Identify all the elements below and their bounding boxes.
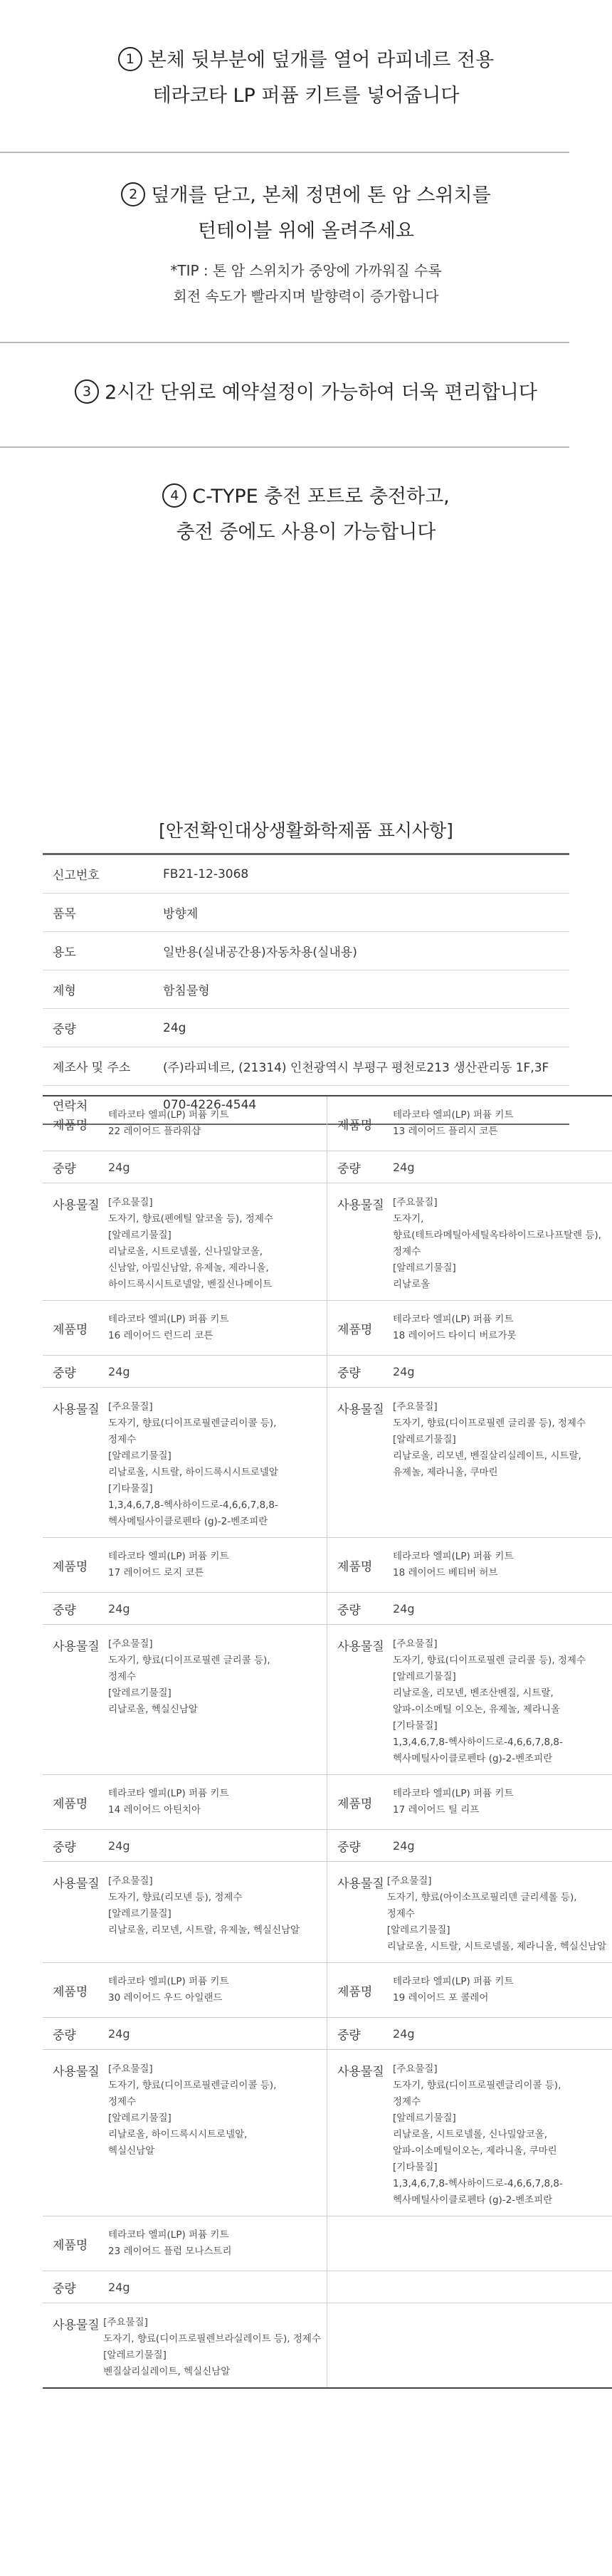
product-key: 중량 [53, 2281, 76, 2296]
product-name-line: 13 레이어드 플리시 코튼 [393, 1126, 498, 1137]
product-row [43, 1625, 612, 1775]
safety-value: (주)라피네르, (21314) 인천광역시 부평구 평천로213 생산관리동 1F,3F [163, 1061, 549, 1075]
product-value [393, 1399, 612, 1481]
product-name-line: 16 레이어드 런드리 코튼 [108, 1330, 213, 1341]
material-line: 리날로올, 헥실신남알 [108, 1704, 198, 1715]
material-line: [알레르기물질] [393, 2112, 456, 2124]
material-line: 도자기, [393, 1213, 424, 1225]
product-key: 중량 [53, 2028, 76, 2043]
product-cell [43, 2018, 327, 2049]
material-line: [알레르기물질] [108, 2112, 172, 2124]
product-key: 제품명 [337, 1559, 373, 1574]
safety-key: 중량 [53, 1022, 76, 1037]
product-name-line: 18 레이어드 베티버 허브 [393, 1567, 498, 1578]
material-line: 도자기, 향료(디이프로필렌 글리콜 등), 정제수 [393, 1418, 586, 1429]
product-cell [43, 1301, 327, 1355]
product-value [387, 1873, 612, 1955]
product-cell [43, 2303, 327, 2387]
product-cell [43, 1183, 327, 1300]
product-key: 중량 [53, 1840, 76, 1855]
product-value [393, 1549, 612, 1581]
product-name-line: 테라코타 엘피(LP) 퍼퓸 키트 [108, 1551, 229, 1562]
product-value: 24g [393, 1364, 415, 1378]
step-3 [0, 375, 612, 411]
divider [0, 446, 569, 448]
product-cell [327, 1593, 612, 1624]
product-value: 24g [108, 2026, 130, 2041]
material-line: [알레르기물질] [393, 1671, 456, 1682]
material-line: 하이드록시시트로넬알, 벤질신나메이트 [108, 1279, 273, 1290]
product-row [43, 1096, 612, 1151]
material-line: [알레르기물질] [386, 1925, 450, 1936]
safety-key: 용도 [53, 946, 76, 960]
safety-value: 방향제 [163, 907, 199, 921]
product-key: 제품명 [53, 1559, 88, 1574]
product-key: 사용물질 [53, 1403, 100, 1417]
product-key: 중량 [53, 1366, 76, 1381]
material-line: [주요물질] [386, 1875, 432, 1887]
material-line: 도자기, 향료(펜에틸 알코올 등), 정제수 [108, 1213, 273, 1225]
product-value [108, 1311, 327, 1344]
product-row [43, 1151, 612, 1183]
product-cell [327, 2303, 612, 2387]
product-row [43, 1356, 612, 1388]
product-name-line: 19 레이어드 포 콜레어 [393, 1992, 489, 2004]
step-line: C-TYPE 충전 포트로 충전하고, [192, 486, 450, 508]
material-line: 벤질살리실레이트, 헥실신남알 [103, 2366, 231, 2377]
material-line: 정제수 [108, 2096, 137, 2108]
material-line: 헥사메틸사이클로펜타 (g)-2-벤조피란 [108, 1516, 268, 1527]
product-value [108, 1107, 327, 1140]
product-name-line: 테라코타 엘피(LP) 퍼퓸 키트 [393, 1314, 514, 1325]
product-row [43, 1183, 612, 1301]
step-number: 4 [162, 483, 186, 508]
safety-row [43, 970, 569, 1009]
product-key: 사용물질 [53, 1877, 100, 1891]
material-line: 헥사메틸사이클로펜타 (g)-2-벤조피란 [393, 2194, 553, 2206]
product-row [43, 2216, 612, 2271]
product-row [43, 1862, 612, 1963]
material-line: [주요물질] [393, 1638, 438, 1650]
product-cell [327, 1301, 612, 1355]
product-key: 사용물질 [53, 2065, 100, 2079]
product-value: 24g [108, 1838, 130, 1853]
material-line: [주요물질] [108, 1875, 153, 1887]
product-name-line: 23 레이어드 플럼 모나스트리 [108, 2246, 232, 2257]
product-value [393, 1195, 612, 1293]
material-line: [주요물질] [393, 1197, 438, 1208]
material-line: [알레르기물질] [108, 1230, 172, 1241]
product-row [43, 2050, 612, 2216]
product-row [43, 1388, 612, 1538]
safety-value: 24g [163, 1020, 186, 1035]
product-table [43, 1095, 612, 2389]
step-1 [0, 43, 612, 114]
product-value [393, 1311, 612, 1344]
product-row [43, 1775, 612, 1830]
safety-value: FB21-12-3068 [163, 866, 249, 881]
product-value [393, 1974, 612, 2006]
safety-row [43, 855, 569, 894]
product-name-line: 테라코타 엘피(LP) 퍼퓸 키트 [393, 1109, 514, 1121]
product-cell [327, 1388, 612, 1537]
material-line: 1,3,4,6,7,8-헥사하이드로-4,6,6,7,8,8- [393, 1737, 563, 1748]
product-value [393, 1636, 612, 1767]
material-line: 리날로올, 리모넨, 벤질살리실레이트, 시트랄, [393, 1450, 581, 1462]
safety-value: 070-4226-4544 [163, 1097, 257, 1112]
product-key: 사용물질 [53, 1198, 100, 1213]
product-key: 중량 [337, 2028, 361, 2043]
step-number: 2 [121, 182, 145, 206]
material-line: [주요물질] [393, 1401, 438, 1413]
product-value [103, 2315, 327, 2380]
product-row [43, 1963, 612, 2018]
product-value [108, 2061, 327, 2159]
product-key: 사용물질 [53, 2318, 100, 2332]
material-line: 유제놀, 제라니올, 쿠마린 [393, 1467, 498, 1478]
product-row [43, 1593, 612, 1625]
material-line: [주요물질] [108, 1638, 153, 1650]
product-cell [43, 1593, 327, 1624]
product-value: 24g [108, 1601, 130, 1616]
material-line: 향료(테트라메틸아세틸옥타하이드로나프탈렌 등), [393, 1230, 601, 1241]
product-key: 사용물질 [337, 1877, 384, 1891]
material-line: 정제수 [386, 1908, 415, 1920]
divider [0, 342, 569, 343]
product-name-line: 17 레이어드 로지 코튼 [108, 1567, 204, 1578]
safety-row [43, 932, 569, 970]
material-line: [주요물질] [108, 1197, 153, 1208]
product-row [43, 1538, 612, 1593]
product-cell [327, 1625, 612, 1774]
product-cell [327, 1183, 612, 1300]
product-cell [327, 1830, 612, 1861]
material-line: 도자기, 향료(디이프로필렌브라실레이트 등), 정제수 [103, 2333, 321, 2345]
product-cell [327, 1096, 612, 1151]
material-line: [주요물질] [103, 2317, 148, 2328]
product-key: 제품명 [53, 1984, 88, 1999]
product-value [108, 1195, 327, 1293]
material-line: 알파-이소메틸이오논, 제라니올, 쿠마린 [393, 2145, 557, 2157]
product-cell [43, 2050, 327, 2216]
material-line: 도자기, 향료(디이프로필렌 글리콜 등), 정제수 [393, 1655, 586, 1666]
product-key: 사용물질 [337, 1198, 384, 1213]
material-line: 1,3,4,6,7,8-헥사하이드로-4,6,6,7,8,8- [108, 1499, 278, 1511]
step-4 [0, 479, 612, 550]
material-line: 정제수 [108, 1434, 137, 1445]
product-name-line: 테라코타 엘피(LP) 퍼퓸 키트 [108, 1976, 229, 1987]
product-value: 24g [393, 2026, 415, 2041]
safety-row [43, 1047, 569, 1086]
step-tip: 회전 속도가 빨라지며 발향력이 증가합니다 [173, 288, 439, 305]
product-key: 사용물질 [337, 1640, 384, 1654]
product-cell [43, 1388, 327, 1537]
product-name-line: 테라코타 엘피(LP) 퍼퓸 키트 [108, 1109, 229, 1121]
product-value [108, 1399, 327, 1530]
material-line: [주요물질] [108, 2063, 153, 2075]
material-line: 헥사메틸사이클로펜타 (g)-2-벤조피란 [393, 1753, 553, 1764]
step-line: 2시간 단위로 예약설정이 가능하여 더욱 편리합니다 [105, 382, 537, 404]
safety-row [43, 894, 569, 932]
product-name-line: 18 레이어드 타이디 버르가못 [393, 1330, 517, 1341]
product-name-line: 테라코타 엘피(LP) 퍼퓸 키트 [108, 1314, 229, 1325]
material-line: 도자기, 향료(리모넨 등), 정제수 [108, 1892, 243, 1903]
product-key: 사용물질 [337, 1403, 384, 1417]
product-row [43, 2271, 612, 2303]
safety-key: 연락처 [53, 1099, 88, 1114]
material-line: [알레르기물질] [108, 1450, 172, 1462]
product-cell [327, 1356, 612, 1387]
product-cell [43, 2271, 327, 2303]
product-key: 제품명 [53, 1118, 88, 1133]
product-key: 제품명 [337, 1118, 373, 1133]
material-line: [주요물질] [393, 2063, 438, 2075]
product-key: 중량 [337, 1161, 361, 1176]
product-key: 제품명 [337, 1322, 373, 1337]
divider [0, 152, 569, 153]
material-line: 리날로올, 리모넨, 벤조산벤질, 시트랄, [393, 1687, 554, 1699]
material-line: 도자기, 향료(디이프로필렌 글리콜 등), [108, 1655, 270, 1666]
safety-key: 제형 [53, 984, 76, 998]
step-number: 3 [75, 379, 99, 404]
material-line: 정제수 [393, 2096, 421, 2108]
material-line: [알레르기물질] [393, 1262, 456, 1274]
material-line: 알파-이소메틸 이오논, 유제놀, 제라니올 [393, 1704, 560, 1715]
step-tip: *TIP : 톤 암 스위치가 중앙에 가까워질 수록 [170, 262, 442, 279]
product-row [43, 1301, 612, 1356]
product-value [108, 1549, 327, 1581]
material-line: [기타물질] [108, 1483, 153, 1494]
material-line: 정제수 [108, 1671, 137, 1682]
product-value [108, 1786, 327, 1818]
product-value: 24g [393, 1160, 415, 1174]
material-line: 리날로올, 하이드록시시트로넬알, [108, 2129, 248, 2140]
material-line: [주요물질] [108, 1401, 153, 1413]
material-line: 1,3,4,6,7,8-헥사하이드로-4,6,6,7,8,8- [393, 2178, 563, 2189]
product-row [43, 1830, 612, 1862]
step-line: 본체 뒷부분에 덮개를 열어 라피네르 전용 [147, 49, 495, 71]
product-value: 24g [108, 1364, 130, 1378]
product-name-line: 22 레이어드 플라워샵 [108, 1126, 201, 1137]
product-cell [43, 1775, 327, 1829]
material-line: [알레르기물질] [108, 1908, 172, 1920]
material-line: [알레르기물질] [103, 2350, 167, 2361]
product-row [43, 2303, 612, 2387]
safety-key: 신고번호 [53, 869, 100, 883]
safety-key: 제조사 및 주소 [53, 1061, 131, 1075]
material-line: 도자기, 향료(디이프로필렌글리이콜 등), [108, 1418, 277, 1429]
product-key: 중량 [337, 1366, 361, 1381]
product-cell [43, 1963, 327, 2017]
product-key: 중량 [53, 1603, 76, 1618]
product-name-line: 테라코타 엘피(LP) 퍼퓸 키트 [393, 1551, 514, 1562]
product-key: 제품명 [337, 1796, 373, 1811]
product-cell [43, 1096, 327, 1151]
material-line: 리날로올, 시트로넬롤, 신나밀알코올, [108, 1246, 263, 1257]
material-line: 리날로올 [393, 1279, 431, 1290]
product-value [108, 1873, 327, 1939]
product-cell [327, 1862, 612, 1962]
step-2 [0, 178, 612, 309]
safety-title: [안전확인대상생활화학제품 표시사항] [159, 820, 453, 841]
step-number: 1 [118, 47, 142, 71]
product-key: 제품명 [337, 1984, 373, 1999]
product-name-line: 테라코타 엘피(LP) 퍼퓸 키트 [108, 2229, 229, 2241]
product-cell [327, 2216, 612, 2271]
product-name-line: 17 레이어드 틸 리프 [393, 1804, 480, 1816]
product-cell [327, 2271, 612, 2303]
product-cell [327, 2018, 612, 2049]
product-value [108, 1974, 327, 2006]
material-line: 리날로올, 시트로넬롤, 신나밀알코올, [393, 2129, 548, 2140]
step-line: 테라코타 LP 퍼퓸 키트를 넣어줍니다 [152, 85, 460, 107]
product-name-line: 테라코타 엘피(LP) 퍼퓸 키트 [108, 1788, 229, 1799]
product-value [393, 2061, 612, 2209]
product-cell [43, 1356, 327, 1387]
product-key: 중량 [337, 1840, 361, 1855]
product-value [108, 2227, 327, 2260]
safety-value: 함침물형 [163, 984, 210, 998]
product-row [43, 2018, 612, 2050]
product-cell [327, 1775, 612, 1829]
material-line: [기타물질] [393, 2162, 438, 2173]
product-name-line: 30 레이어드 우드 아일랜드 [108, 1992, 223, 2004]
safety-row [43, 1009, 569, 1047]
product-key: 사용물질 [337, 2065, 384, 2079]
product-cell [43, 1830, 327, 1861]
product-cell [327, 1963, 612, 2017]
safety-key: 품목 [53, 907, 76, 921]
material-line: [알레르기물질] [393, 1434, 456, 1445]
product-cell [43, 1862, 327, 1962]
product-value: 24g [393, 1601, 415, 1616]
product-key: 제품명 [53, 2238, 88, 2253]
step-line: 충전 중에도 사용이 가능합니다 [176, 521, 436, 543]
product-key: 중량 [337, 1603, 361, 1618]
product-name-line: 테라코타 엘피(LP) 퍼퓸 키트 [393, 1788, 514, 1799]
material-line: 정제수 [393, 1246, 421, 1257]
safety-value: 일반용(실내공간용)자동차용(실내용) [163, 946, 357, 960]
product-value [393, 1107, 612, 1140]
product-cell [327, 1151, 612, 1183]
material-line: 리날로올, 시트랄, 시트로넬롤, 제라니올, 헥실신남알 [386, 1941, 606, 1952]
product-cell [43, 1538, 327, 1592]
product-value [393, 1786, 612, 1818]
material-line: 리날로올, 시트랄, 하이드록시시트로넬알 [108, 1467, 278, 1478]
product-cell [43, 1151, 327, 1183]
product-cell [327, 1538, 612, 1592]
product-value: 24g [393, 1838, 415, 1853]
product-name-line: 테라코타 엘피(LP) 퍼퓸 키트 [393, 1976, 514, 1987]
material-line: 도자기, 향료(아이소프로필리덴 글리세롤 등), [386, 1892, 577, 1903]
product-value [108, 1636, 327, 1718]
product-name-line: 14 레이어드 아틴치아 [108, 1804, 201, 1816]
material-line: 신남알, 아밀신남알, 유제놀, 제라니올, [108, 1262, 269, 1274]
safety-table [43, 853, 569, 1125]
product-key: 중량 [53, 1161, 76, 1176]
product-cell [43, 2216, 327, 2271]
product-cell [327, 2050, 612, 2216]
material-line: 도자기, 향료(디이프로필렌글리이콜 등), [393, 2080, 561, 2091]
step-line: 덮개를 닫고, 본체 정면에 톤 암 스위치를 [151, 184, 491, 206]
product-cell [43, 1625, 327, 1774]
product-key: 사용물질 [53, 1640, 100, 1654]
material-line: [기타물질] [393, 1720, 438, 1732]
step-line: 턴테이블 위에 올려주세요 [197, 220, 415, 242]
material-line: 헥실신남알 [108, 2145, 155, 2157]
material-line: 도자기, 향료(디이프로필렌글리이콜 등), [108, 2080, 277, 2091]
product-key: 제품명 [53, 1796, 88, 1811]
material-line: 리날로올, 리모넨, 시트랄, 유제놀, 헥실신남알 [108, 1925, 300, 1936]
product-key: 제품명 [53, 1322, 88, 1337]
material-line: [알레르기물질] [108, 1687, 172, 1699]
product-value: 24g [108, 2280, 130, 2294]
product-value: 24g [108, 1160, 130, 1174]
